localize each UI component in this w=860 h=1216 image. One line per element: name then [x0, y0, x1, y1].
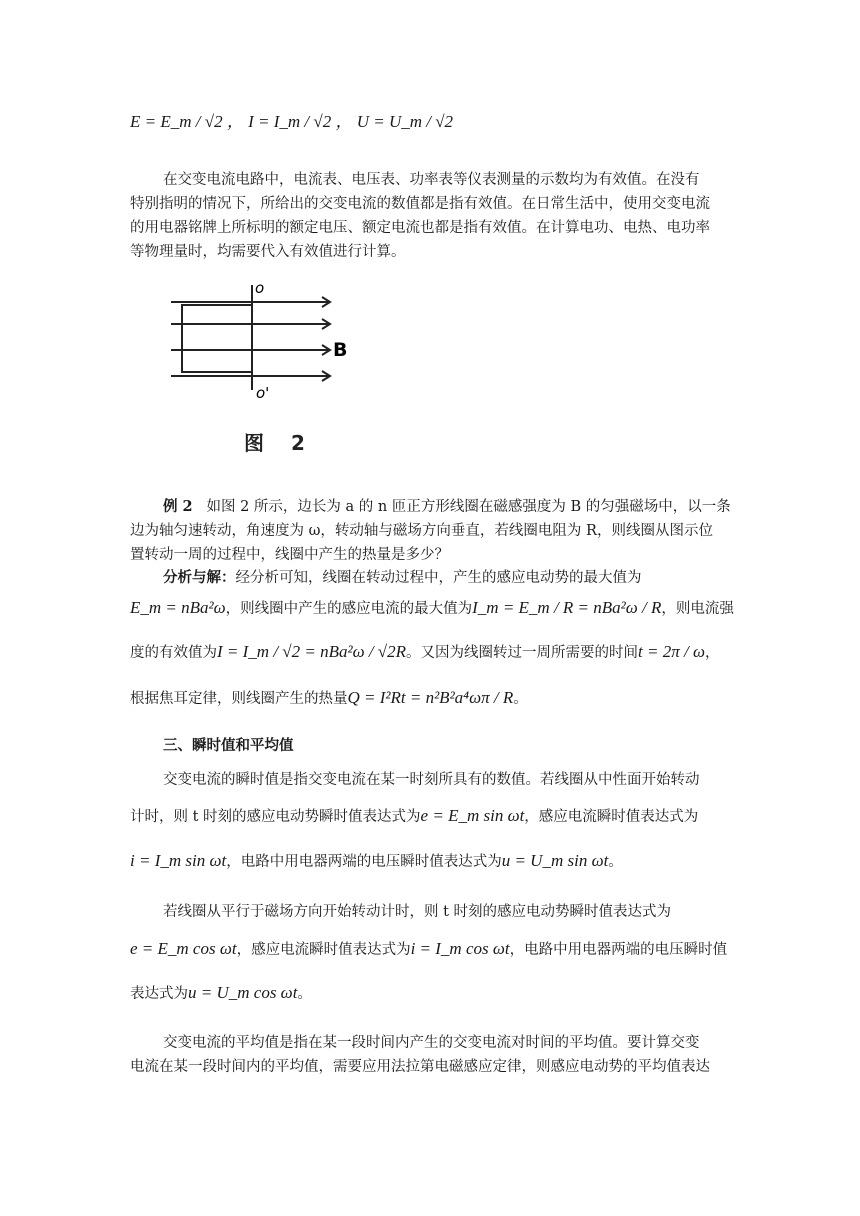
analysis-text-6: ，: [704, 645, 720, 661]
formula-period: t = 2π / ω: [638, 642, 705, 661]
label-b: B: [333, 339, 348, 361]
s3-text-6: ，电路中用电器两端的电压瞬时值: [509, 942, 728, 958]
example-text-1: 如图 2 所示，边长为 a 的 n 匝正方形线圈在磁感强度为 B 的匀强磁场中，以一条: [206, 499, 731, 515]
formula-heat: Q = I²Rt = n²B²a⁴ωπ / R: [347, 688, 514, 707]
para1-line4: 等物理量时，均需要代入有效值进行计算。: [130, 244, 406, 260]
formula-i-sin: i = I_m sin ωt: [130, 851, 227, 870]
analysis-text-8: 。: [513, 691, 528, 707]
analysis-line2: [130, 598, 734, 619]
formula-e-cos: e = E_m cos ωt: [130, 939, 237, 958]
label-o-prime: o': [256, 384, 270, 402]
analysis-text-4: 度的有效值为: [130, 645, 217, 661]
formula-i-cos: i = I_m cos ωt: [410, 939, 510, 958]
para1-line2: 特别指明的情况下，所给出的交变电流的数值都是指有效值。在日常生活中，使用交变电流: [130, 196, 710, 212]
analysis-line3: [130, 642, 730, 663]
analysis-label: 分析与解：: [163, 569, 236, 586]
section3-p3-line2: 电流在某一段时间内的平均值，需要应用法拉第电磁感应定律，则感应电动势的平均值表达: [130, 1059, 710, 1075]
example-label: 例 2: [163, 498, 193, 515]
example-line3: 置转动一周的过程中，线圈中产生的热量是多少？: [130, 547, 449, 563]
formula-u-sin: u = U_m sin ωt: [501, 851, 609, 870]
section3-p2-line3: [130, 983, 730, 1004]
analysis-text-3: ，则电流强: [661, 601, 734, 617]
coil-figure: [163, 275, 363, 425]
s3-text-4: 。: [608, 854, 623, 870]
label-o: o: [255, 279, 265, 297]
formula-i-effective: I = I_m / √2 = nBa²ω / √2R: [217, 642, 407, 661]
figure-caption: 图 2: [244, 431, 315, 455]
s3-text-2: ，感应电流瞬时值表达式为: [524, 809, 699, 825]
section3-p1-line2: [130, 806, 730, 827]
s3-text-5: ，感应电流瞬时值表达式为: [236, 942, 411, 958]
section3-heading: 三、瞬时值和平均值: [163, 737, 294, 754]
para1-line3: 的用电器铭牌上所标明的额定电压、额定电流也都是指有效值。在计算电功、电热、电功率: [130, 220, 710, 236]
square-coil: [182, 305, 252, 372]
s3-text-8: 。: [297, 986, 312, 1002]
analysis-text-5: 。又因为线圈转过一周所需要的时间: [406, 645, 639, 661]
section3-p1-line3: [130, 851, 730, 872]
analysis-text-1: 经分析可知，线圈在转动过程中，产生的感应电动势的最大值为: [235, 570, 642, 586]
section3-p2-line1: 若线圈从平行于磁场方向开始转动计时，则 t 时刻的感应电动势瞬时值表达式为: [163, 904, 672, 920]
formula-im: I_m = E_m / R = nBa²ω / R: [472, 598, 662, 617]
analysis-line4: [130, 688, 730, 709]
formula-em: E_m = nBa²ω: [130, 598, 226, 617]
section3-p2-line2: [130, 939, 730, 960]
analysis-text-2: ，则线圈中产生的感应电流的最大值为: [225, 601, 473, 617]
para1-line1: 在交变电流电路中，电流表、电压表、功率表等仪表测量的示数均为有效值。在没有: [163, 172, 700, 188]
example-line1: [163, 497, 763, 517]
analysis-text-7: 根据焦耳定律，则线圈产生的热量: [130, 691, 348, 707]
section3-p3-line1: 交变电流的平均值是指在某一段时间内产生的交变电流对时间的平均值。要计算交变: [163, 1035, 700, 1051]
s3-text-1: 计时，则 t 时刻的感应电动势瞬时值表达式为: [130, 809, 421, 825]
s3-text-3: ，电路中用电器两端的电压瞬时值表达式为: [226, 854, 502, 870]
example-line2: 边为轴匀速转动，角速度为 ω，转动轴与磁场方向垂直，若线圈电阻为 R，则线圈从图示位: [130, 523, 713, 539]
formula-u-cos: u = U_m cos ωt: [188, 983, 298, 1002]
formula-effective-values: E = E_m / √2 ， I = I_m / √2 ， U = U_m / √2: [130, 112, 454, 131]
analysis-line1: [163, 568, 763, 588]
formula-e-sin: e = E_m sin ωt: [420, 806, 525, 825]
s3-text-7: 表达式为: [130, 986, 188, 1002]
section3-p1-line1: 交变电流的瞬时值是指交变电流在某一时刻所具有的数值。若线圈从中性面开始转动: [163, 772, 700, 788]
